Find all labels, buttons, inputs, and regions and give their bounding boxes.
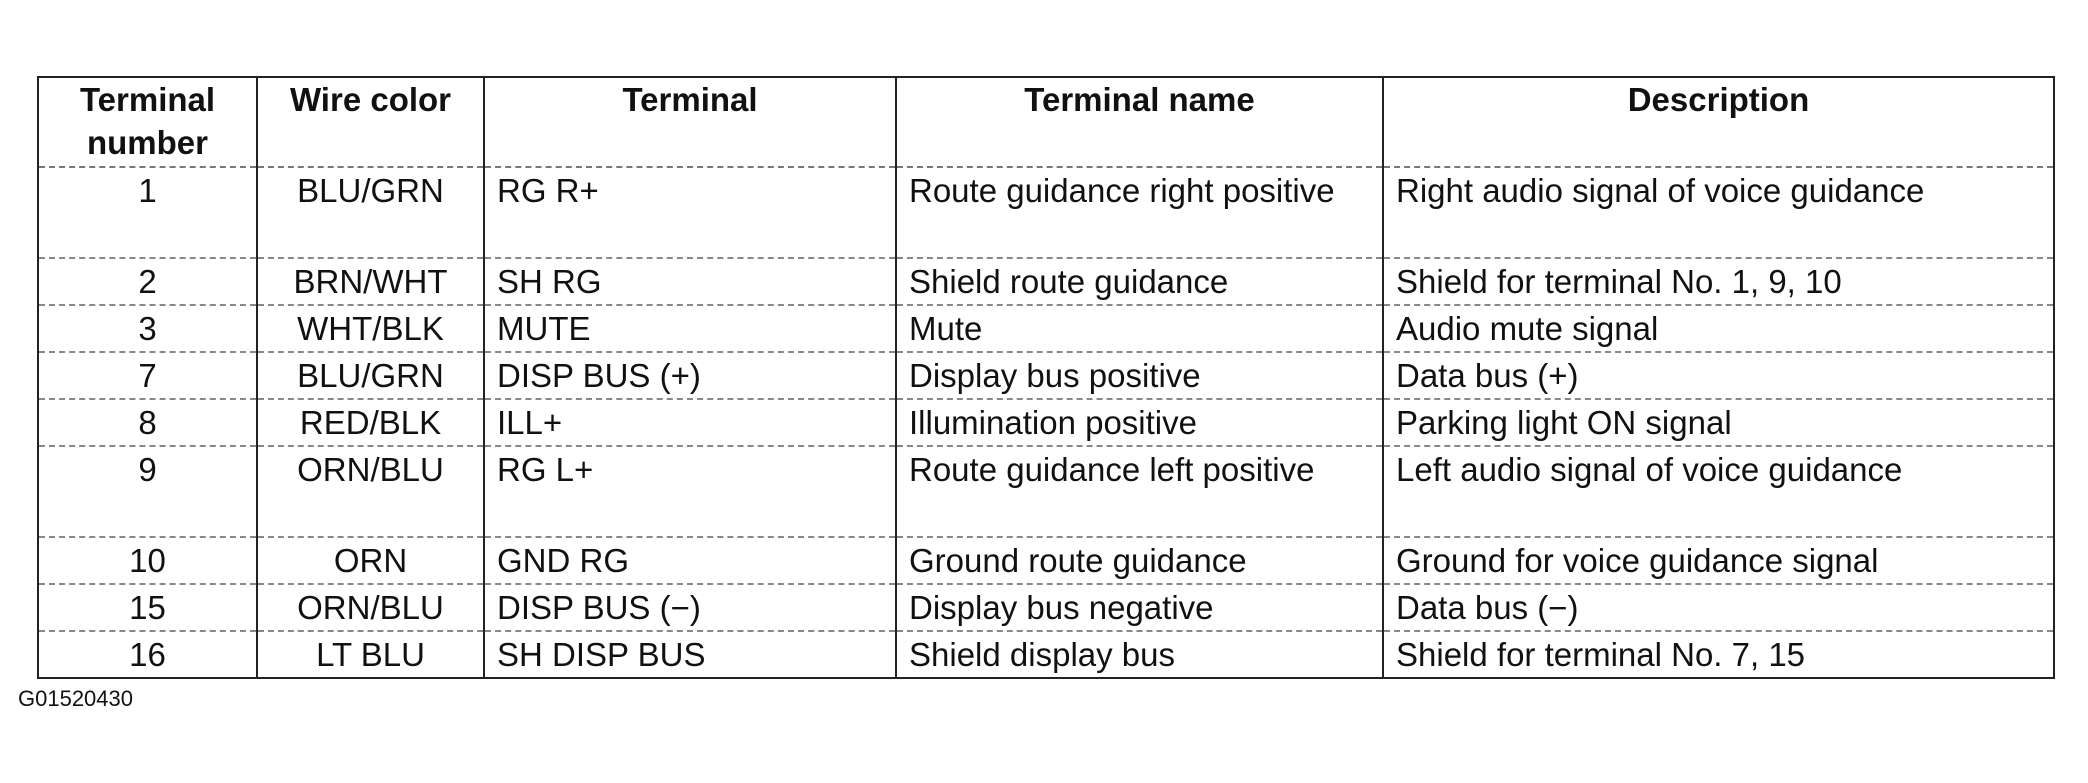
cell-terminal-number: 16 <box>38 631 257 678</box>
header-wire-color: Wire color <box>257 77 484 167</box>
header-terminal-number: Terminal number <box>38 77 257 167</box>
cell-wire-color: ORN <box>257 537 484 584</box>
cell-terminal: DISP BUS (+) <box>484 352 896 399</box>
cell-terminal: GND RG <box>484 537 896 584</box>
cell-terminal-number: 9 <box>38 446 257 537</box>
cell-terminal: RG L+ <box>484 446 896 537</box>
cell-terminal: SH DISP BUS <box>484 631 896 678</box>
header-row <box>38 77 2054 167</box>
cell-terminal-name: Shield route guidance <box>896 258 1383 305</box>
header-description: Description <box>1383 77 2054 167</box>
cell-terminal-number: 1 <box>38 167 257 258</box>
cell-terminal-number: 3 <box>38 305 257 352</box>
table-row <box>38 305 2054 352</box>
cell-wire-color: RED/BLK <box>257 399 484 446</box>
cell-terminal-number: 8 <box>38 399 257 446</box>
cell-terminal-name: Shield display bus <box>896 631 1383 678</box>
cell-wire-color: LT BLU <box>257 631 484 678</box>
header-terminal: Terminal <box>484 77 896 167</box>
table-row <box>38 537 2054 584</box>
cell-terminal-number: 15 <box>38 584 257 631</box>
cell-terminal-name: Route guidance left positive <box>896 446 1383 537</box>
header-terminal-name: Terminal name <box>896 77 1383 167</box>
cell-terminal: RG R+ <box>484 167 896 258</box>
cell-terminal: DISP BUS (−) <box>484 584 896 631</box>
cell-terminal: MUTE <box>484 305 896 352</box>
cell-wire-color: WHT/BLK <box>257 305 484 352</box>
figure-code: G01520430 <box>18 686 133 711</box>
table-row <box>38 631 2054 678</box>
cell-terminal-name: Illumination positive <box>896 399 1383 446</box>
cell-description: Shield for terminal No. 7, 15 <box>1383 631 2054 678</box>
cell-terminal-name: Route guidance right positive <box>896 167 1383 258</box>
cell-wire-color: BLU/GRN <box>257 167 484 258</box>
cell-description: Left audio signal of voice guidance <box>1383 446 2054 537</box>
table-row <box>38 584 2054 631</box>
cell-terminal-number: 2 <box>38 258 257 305</box>
cell-description: Data bus (−) <box>1383 584 2054 631</box>
cell-description: Ground for voice guidance signal <box>1383 537 2054 584</box>
cell-wire-color: BRN/WHT <box>257 258 484 305</box>
cell-description: Shield for terminal No. 1, 9, 10 <box>1383 258 2054 305</box>
cell-terminal-name: Mute <box>896 305 1383 352</box>
table-body <box>38 167 2054 678</box>
cell-wire-color: BLU/GRN <box>257 352 484 399</box>
cell-description: Right audio signal of voice guidance <box>1383 167 2054 258</box>
cell-terminal-name: Display bus negative <box>896 584 1383 631</box>
table-header <box>38 77 2054 167</box>
table-row <box>38 446 2054 537</box>
table-row <box>38 399 2054 446</box>
cell-terminal-number: 10 <box>38 537 257 584</box>
cell-terminal: SH RG <box>484 258 896 305</box>
cell-description: Data bus (+) <box>1383 352 2054 399</box>
table-row <box>38 258 2054 305</box>
cell-wire-color: ORN/BLU <box>257 446 484 537</box>
cell-terminal-number: 7 <box>38 352 257 399</box>
terminal-table <box>37 76 2055 679</box>
cell-terminal: ILL+ <box>484 399 896 446</box>
cell-terminal-name: Display bus positive <box>896 352 1383 399</box>
cell-terminal-name: Ground route guidance <box>896 537 1383 584</box>
cell-description: Audio mute signal <box>1383 305 2054 352</box>
table-row <box>38 352 2054 399</box>
cell-wire-color: ORN/BLU <box>257 584 484 631</box>
table-row <box>38 167 2054 258</box>
cell-description: Parking light ON signal <box>1383 399 2054 446</box>
